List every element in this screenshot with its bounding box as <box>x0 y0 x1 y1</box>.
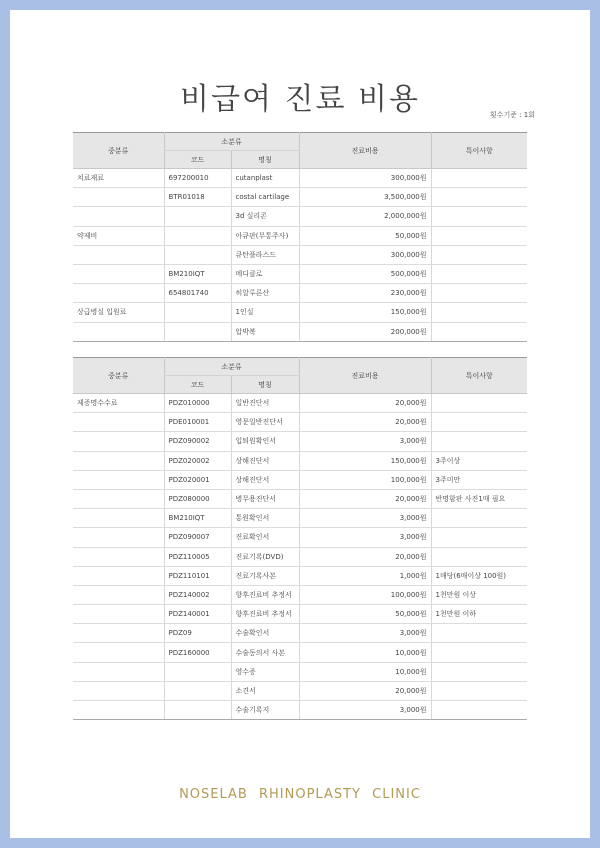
cell-note: 3주이상 <box>431 451 527 470</box>
cell-name: 상해진단서 <box>231 451 299 470</box>
cell-fee: 300,000원 <box>299 169 431 188</box>
cell-fee: 20,000원 <box>299 394 431 413</box>
cell-name: 통원확인서 <box>231 509 299 528</box>
cell-name: cutanplast <box>231 169 299 188</box>
cell-code <box>164 303 231 322</box>
cell-category <box>73 188 164 207</box>
cell-name: 영문일반진단서 <box>231 413 299 432</box>
cell-code: PDZ090002 <box>164 432 231 451</box>
cell-category <box>73 470 164 489</box>
header-middle-category: 중분류 <box>73 133 164 169</box>
footer-word: CLINIC <box>372 787 421 802</box>
cell-code: 654801740 <box>164 284 231 303</box>
cell-note <box>431 303 527 322</box>
cell-fee: 3,000원 <box>299 509 431 528</box>
cell-code: PDE010001 <box>164 413 231 432</box>
table-row <box>73 681 527 700</box>
cell-code: BTR01018 <box>164 188 231 207</box>
cell-note <box>431 643 527 662</box>
table-row <box>73 394 527 413</box>
cell-code <box>164 701 231 720</box>
cell-name: 입퇴원확인서 <box>231 432 299 451</box>
cell-name: 향후진료비 추정서 <box>231 605 299 624</box>
cell-note <box>431 264 527 283</box>
cell-note <box>431 394 527 413</box>
table-row <box>73 245 527 264</box>
cell-fee: 3,000원 <box>299 528 431 547</box>
cell-code <box>164 681 231 700</box>
cell-code: PDZ080000 <box>164 489 231 508</box>
cell-category <box>73 681 164 700</box>
cell-fee: 3,500,000원 <box>299 188 431 207</box>
table-row <box>73 284 527 303</box>
cell-note: 1천만원 이상 <box>431 585 527 604</box>
cell-note <box>431 662 527 681</box>
table-row <box>73 624 527 643</box>
cell-code: PDZ110005 <box>164 547 231 566</box>
table-row <box>73 566 527 585</box>
cell-fee: 500,000원 <box>299 264 431 283</box>
cell-category <box>73 207 164 226</box>
cell-fee: 200,000원 <box>299 322 431 341</box>
table-row <box>73 605 527 624</box>
cell-name: 메디클로 <box>231 264 299 283</box>
cell-fee: 2,000,000원 <box>299 207 431 226</box>
cell-name: 병무용진단서 <box>231 489 299 508</box>
cell-note <box>431 188 527 207</box>
cell-category <box>73 585 164 604</box>
cell-note <box>431 624 527 643</box>
clinic-footer <box>10 787 590 802</box>
cell-name: 수술동의서 사본 <box>231 643 299 662</box>
cell-code <box>164 207 231 226</box>
fee-table-body <box>73 394 527 720</box>
cell-code: PDZ110101 <box>164 566 231 585</box>
cell-name: 소견서 <box>231 681 299 700</box>
table-row <box>73 662 527 681</box>
cell-code: PDZ140001 <box>164 605 231 624</box>
header-remarks: 특이사항 <box>431 358 527 394</box>
cell-code: BM210IQT <box>164 509 231 528</box>
cell-fee: 1,000원 <box>299 566 431 585</box>
table-row <box>73 701 527 720</box>
table-row <box>73 470 527 489</box>
cell-name: 아큐판(무통주사) <box>231 226 299 245</box>
cell-name: 히알루론산 <box>231 284 299 303</box>
cell-fee: 10,000원 <box>299 662 431 681</box>
table-row <box>73 643 527 662</box>
page-title: 비급여 진료 비용 <box>180 82 420 118</box>
cell-note <box>431 207 527 226</box>
cell-note <box>431 528 527 547</box>
cell-category <box>73 605 164 624</box>
cell-name: 1인실 <box>231 303 299 322</box>
cell-note <box>431 547 527 566</box>
cell-category: 제증명수수료 <box>73 394 164 413</box>
header-fee: 진료비용 <box>299 358 431 394</box>
table-row <box>73 547 527 566</box>
cell-category <box>73 451 164 470</box>
cell-category <box>73 509 164 528</box>
cell-code <box>164 662 231 681</box>
cell-category <box>73 624 164 643</box>
cell-note <box>431 432 527 451</box>
cell-code: PDZ020002 <box>164 451 231 470</box>
cell-note <box>431 701 527 720</box>
cell-fee: 20,000원 <box>299 489 431 508</box>
cell-category <box>73 662 164 681</box>
header-sub-category: 소분류 <box>164 358 299 376</box>
cell-code: PDZ010000 <box>164 394 231 413</box>
cell-fee: 3,000원 <box>299 701 431 720</box>
cell-name: 일반진단서 <box>231 394 299 413</box>
cell-category <box>73 245 164 264</box>
cell-name: 큐탄플라스드 <box>231 245 299 264</box>
cell-fee: 100,000원 <box>299 585 431 604</box>
cell-name: 진료기록사본 <box>231 566 299 585</box>
cell-category <box>73 547 164 566</box>
cell-category <box>73 643 164 662</box>
table-row <box>73 188 527 207</box>
cell-fee: 20,000원 <box>299 413 431 432</box>
header-middle-category: 중분류 <box>73 358 164 394</box>
cell-name: 압박복 <box>231 322 299 341</box>
header-code: 코드 <box>164 376 231 394</box>
cell-fee: 3,000원 <box>299 624 431 643</box>
table-row <box>73 169 527 188</box>
footer-word: RHINOPLASTY <box>258 787 361 802</box>
table-row <box>73 528 527 547</box>
cell-note: 반명함판 사진1매 필요 <box>431 489 527 508</box>
cell-fee: 3,000원 <box>299 432 431 451</box>
cell-code <box>164 226 231 245</box>
table-row <box>73 303 527 322</box>
cell-name: 영수증 <box>231 662 299 681</box>
footer-word: NOSELAB <box>179 787 248 802</box>
table-row <box>73 585 527 604</box>
cell-name: 수술확인서 <box>231 624 299 643</box>
cell-name: 수술기록지 <box>231 701 299 720</box>
cell-note <box>431 322 527 341</box>
cell-code: PDZ09 <box>164 624 231 643</box>
header-name: 명칭 <box>231 376 299 394</box>
header-code: 코드 <box>164 151 231 169</box>
cell-category <box>73 701 164 720</box>
cell-note <box>431 413 527 432</box>
cell-category: 상급병실 입원료 <box>73 303 164 322</box>
table-row <box>73 264 527 283</box>
cell-fee: 230,000원 <box>299 284 431 303</box>
cell-note <box>431 226 527 245</box>
cell-code <box>164 245 231 264</box>
cell-category <box>73 413 164 432</box>
cell-fee: 100,000원 <box>299 470 431 489</box>
fee-table-materials <box>73 132 527 342</box>
table-row <box>73 207 527 226</box>
fee-table-certificates <box>73 357 527 720</box>
cell-category <box>73 432 164 451</box>
cell-fee: 150,000원 <box>299 451 431 470</box>
cell-note <box>431 284 527 303</box>
table-row <box>73 226 527 245</box>
cell-fee: 50,000원 <box>299 226 431 245</box>
cell-note <box>431 509 527 528</box>
cell-code: PDZ090007 <box>164 528 231 547</box>
table-row <box>73 489 527 508</box>
cell-fee: 20,000원 <box>299 547 431 566</box>
cell-note <box>431 681 527 700</box>
cell-code: BM210IQT <box>164 264 231 283</box>
fee-table-body <box>73 169 527 342</box>
cell-note: 3주미만 <box>431 470 527 489</box>
cell-name: 3d 실리콘 <box>231 207 299 226</box>
cell-note <box>431 245 527 264</box>
cell-code <box>164 322 231 341</box>
header-name: 명칭 <box>231 151 299 169</box>
cell-note: 1매당(6매이상 100원) <box>431 566 527 585</box>
header-fee: 진료비용 <box>299 133 431 169</box>
cell-fee: 20,000원 <box>299 681 431 700</box>
cell-category <box>73 264 164 283</box>
cell-fee: 10,000원 <box>299 643 431 662</box>
cell-name: 상해진단서 <box>231 470 299 489</box>
cell-category <box>73 489 164 508</box>
cell-category: 약제비 <box>73 226 164 245</box>
cell-name: costal cartilage <box>231 188 299 207</box>
cell-code: PDZ140002 <box>164 585 231 604</box>
table-row <box>73 413 527 432</box>
header-remarks: 특이사항 <box>431 133 527 169</box>
cell-code: PDZ020001 <box>164 470 231 489</box>
cell-category <box>73 284 164 303</box>
cell-name: 진료기록(DVD) <box>231 547 299 566</box>
count-basis-note: 횟수기준 : 1회 <box>489 111 535 119</box>
cell-fee: 150,000원 <box>299 303 431 322</box>
cell-name: 진료확인서 <box>231 528 299 547</box>
document-page <box>10 10 590 838</box>
table-row <box>73 322 527 341</box>
table-row <box>73 432 527 451</box>
cell-category <box>73 322 164 341</box>
cell-category <box>73 528 164 547</box>
table-row <box>73 451 527 470</box>
cell-category <box>73 566 164 585</box>
cell-code: 697200010 <box>164 169 231 188</box>
cell-note: 1천만원 이하 <box>431 605 527 624</box>
cell-code: PDZ160000 <box>164 643 231 662</box>
cell-category: 치료재료 <box>73 169 164 188</box>
header-sub-category: 소분류 <box>164 133 299 151</box>
cell-fee: 50,000원 <box>299 605 431 624</box>
cell-note <box>431 169 527 188</box>
cell-fee: 300,000원 <box>299 245 431 264</box>
table-row <box>73 509 527 528</box>
cell-name: 향후진료비 추정서 <box>231 585 299 604</box>
